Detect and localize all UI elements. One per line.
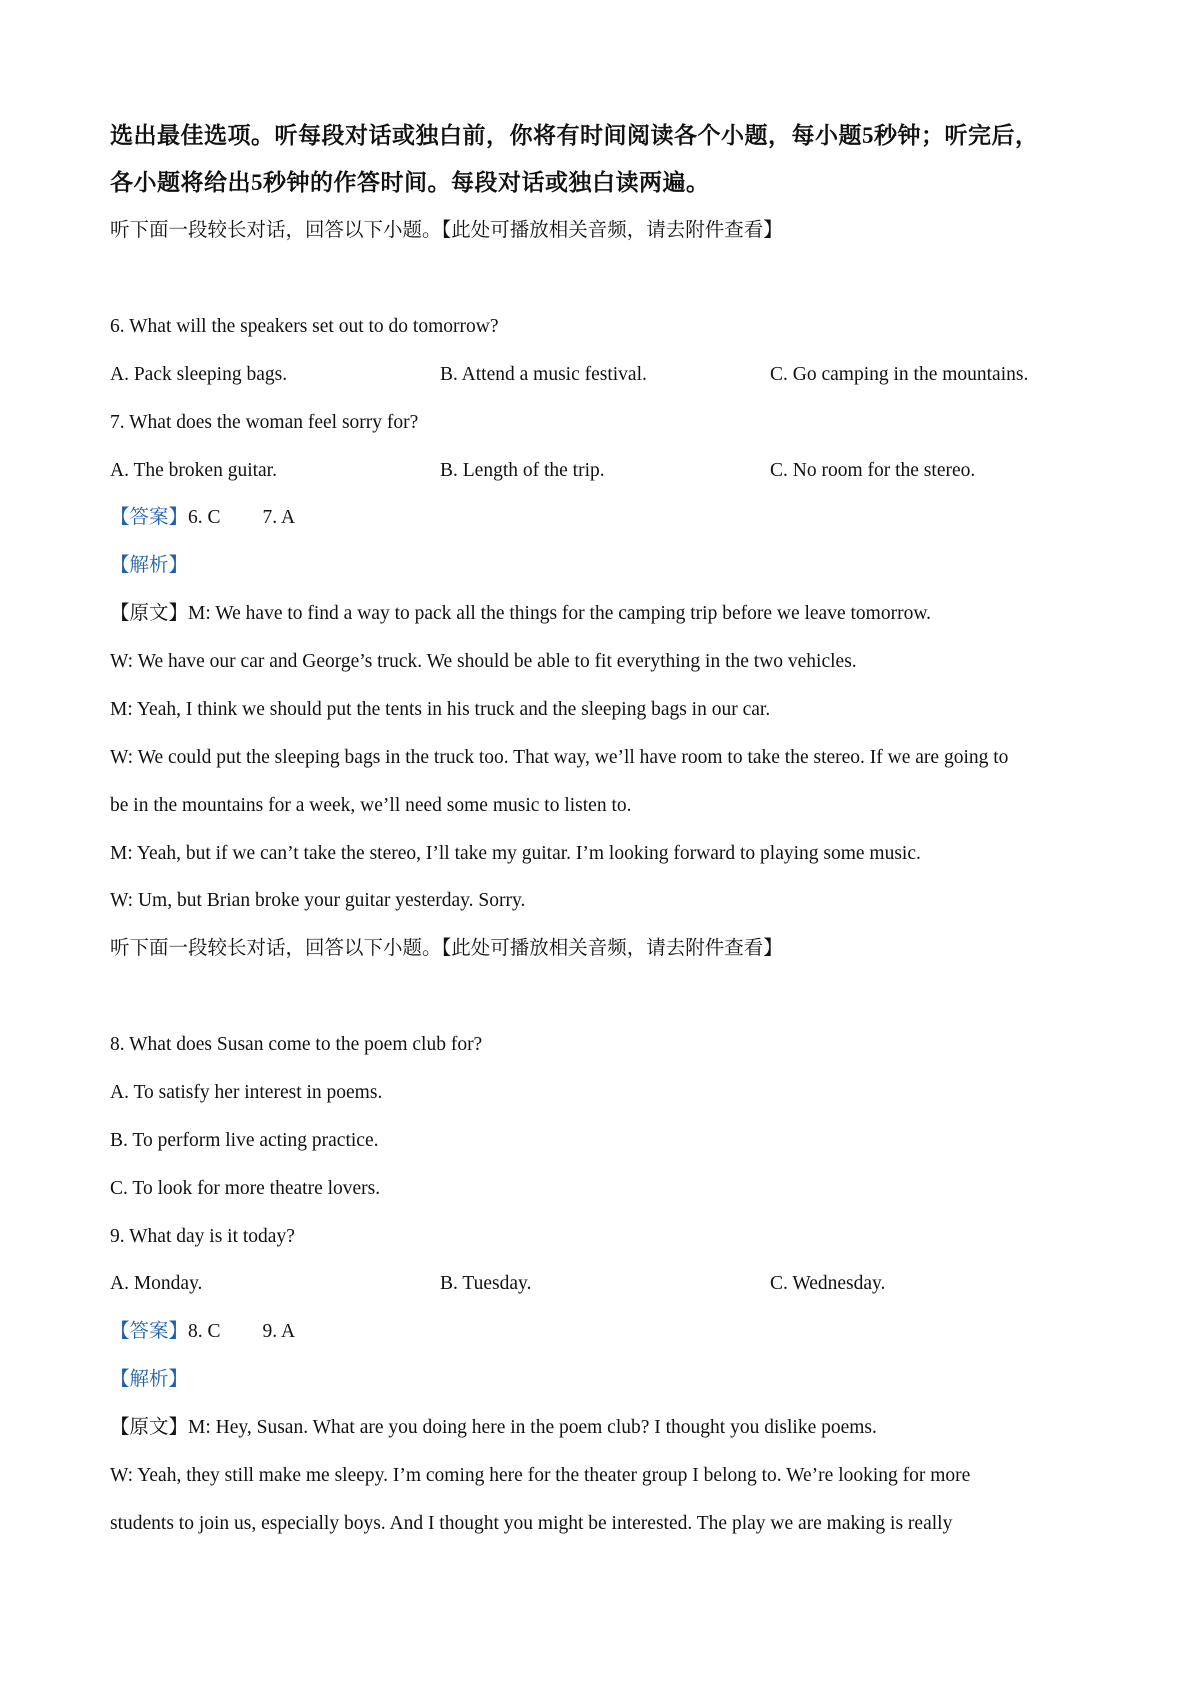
q8-option-b: B. To perform live acting practice. [110,1130,379,1151]
transcript-text: M: Hey, Susan. What are you doing here in the poem club? I thought you dislike poems. [188,1417,877,1438]
transcript-line-6: M: Yeah, but if we can’t take the stereo, I’ll take my guitar. I’m looking forward to playing some music. [110,843,921,864]
answer-q8: 8. C [188,1321,221,1342]
answer-label: 【答案】 [110,507,189,528]
answer-row-2 [110,1320,295,1344]
analysis-label-2: 【解析】 [110,1369,189,1390]
q6-option-c: C. Go camping in the mountains. [770,364,1029,385]
section2-intro: 听下面一段较长对话，回答以下小题。【此处可播放相关音频，请去附件查看】 [110,938,783,959]
transcript-line-2: W: We have our car and George’s truck. We should be able to fit everything in the two vehicles. [110,651,857,672]
original-label: 【原文】 [110,1417,189,1438]
original-label: 【原文】 [110,603,189,624]
q9-option-c: C. Wednesday. [770,1273,886,1294]
question-7: 7. What does the woman feel sorry for? [110,412,419,433]
q7-option-b: B. Length of the trip. [440,460,605,481]
q9-option-b: B. Tuesday. [440,1273,532,1294]
transcript-line-3: M: Yeah, I think we should put the tents in his truck and the sleeping bags in our car. [110,699,771,720]
transcript2-line-2: W: Yeah, they still make me sleepy. I’m coming here for the theater group I belong to. We’re looking for more [110,1465,971,1486]
answer-q7: 7. A [262,507,296,528]
q7-option-c: C. No room for the stereo. [770,460,976,481]
q8-option-c: C. To look for more theatre lovers. [110,1178,381,1199]
transcript2-line-3: students to join us, especially boys. And I thought you might be interested. The play we are making is really [110,1513,953,1534]
instruction-line-2: 各小题将给出5秒钟的作答时间。每段对话或独白读两遍。 [110,170,710,195]
transcript-text: M: We have to find a way to pack all the things for the camping trip before we leave tomorrow. [188,603,932,624]
transcript2-line-1 [110,1416,877,1440]
analysis-label-1: 【解析】 [110,555,189,576]
transcript-line-4: W: We could put the sleeping bags in the truck too. That way, we’ll have room to take the stereo. If we are going to [110,747,1009,768]
section1-intro: 听下面一段较长对话，回答以下小题。【此处可播放相关音频，请去附件查看】 [110,220,783,241]
transcript-line-5: be in the mountains for a week, we’ll need some music to listen to. [110,795,632,816]
q7-option-a: A. The broken guitar. [110,460,277,481]
question-8: 8. What does Susan come to the poem club for? [110,1034,483,1055]
q6-option-b: B. Attend a music festival. [440,364,647,385]
transcript-line-1 [110,602,931,626]
q8-option-a: A. To satisfy her interest in poems. [110,1082,383,1103]
answer-row-1 [110,506,295,530]
answer-label: 【答案】 [110,1321,189,1342]
q9-option-a: A. Monday. [110,1273,203,1294]
question-9: 9. What day is it today? [110,1226,295,1247]
q6-option-a: A. Pack sleeping bags. [110,364,288,385]
answer-q9: 9. A [262,1321,296,1342]
instruction-line-1: 选出最佳选项。听每段对话或独白前，你将有时间阅读各个小题，每小题5秒钟；听完后， [110,123,1039,148]
question-6: 6. What will the speakers set out to do tomorrow? [110,316,499,337]
transcript-line-7: W: Um, but Brian broke your guitar yesterday. Sorry. [110,890,526,911]
answer-q6: 6. C [188,507,221,528]
